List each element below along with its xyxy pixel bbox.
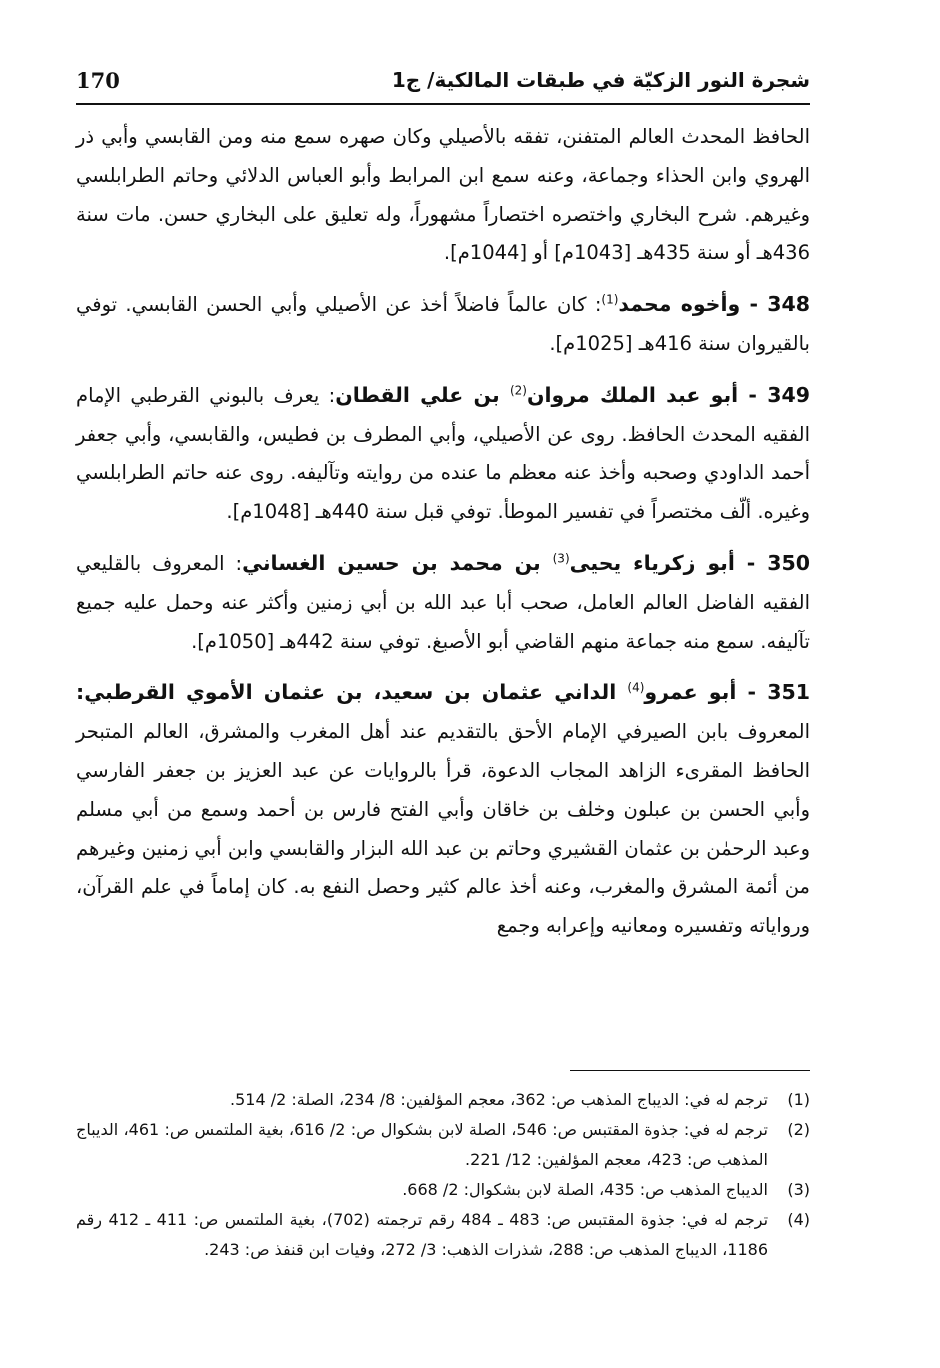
entry-351-heading: 351 - أبو عمرو	[644, 680, 810, 705]
footnote-rule	[570, 1070, 810, 1071]
footnote-ref-2: (2)	[509, 383, 527, 398]
footnote-text: ترجم له في: جذوة المقتبس ص: 546، الصلة لابن بشكوال ص: 2/ 616، بغية الملتمس ص: 461، الديباج المذهب ص: 423، معجم المؤلفين: 12/ 221.	[76, 1120, 769, 1169]
main-text	[76, 118, 810, 946]
footnote-text: ترجم له في: الديباج المذهب ص: 362، معجم المؤلفين: 8/ 234، الصلة: 2/ 514.	[230, 1090, 768, 1109]
footnote-ref-4: (4)	[627, 680, 645, 695]
footnote-number: (3)	[787, 1180, 810, 1199]
footnote-number: (2)	[787, 1120, 810, 1139]
entry-348-heading: 348 - وأخوه محمد	[618, 292, 810, 317]
entry-350-heading-cont: بن محمد بن حسين الغساني	[242, 550, 553, 575]
entry-350-heading: 350 - أبو زكرياء يحيى	[569, 550, 810, 575]
entry-348-text: : كان عالماً فاضلاً أخذ عن الأصيلي وأبي الحسن القابسي. توفي بالقيروان سنة 416هـ [1025م].	[76, 293, 810, 355]
page-number: 170	[76, 67, 120, 93]
entry-349	[76, 376, 810, 532]
footnote-1	[76, 1085, 810, 1115]
footnotes	[76, 1085, 810, 1265]
entry-349-heading: 349 - أبو عبد الملك مروان	[526, 382, 811, 407]
footnote-2	[76, 1115, 810, 1175]
entry-348	[76, 285, 810, 364]
entry-351-text: المعروف بابن الصيرفي الإمام الأحق بالتقديم عند أهل المغرب والمشرق، العالم المتبحر الحافظ المقرىء الزاهد المجاب الدعوة، قرأ بالروايات عن عبد العزيز بن جعفر الفارسي وأبي الحسن بن عبلون وخلف بن خاقان وأبي الفتح فارس بن أحمد وسمع من أبي مسلم وعبد الرحمٰن بن عثمان القشيري وحاتم بن عبد الله البزار والقابسي وابن أبي زمنين وغيرهم من أئمة المشرق والمغرب، وعنه أخذ عالم كثير وحصل النفع به. كان إماماً في علم القرآن، ورواياته وتفسيره ومعانيه وإعرابه وجمع	[76, 720, 810, 938]
footnote-number: (4)	[787, 1210, 810, 1229]
entry-350-text: : المعروف بالقليعي الفقيه الفاضل العالم العامل، صحب أبا عبد الله بن أبي زمنين وأكثر عنه وحمل عليه جميع تآليفه. سمع منه جماعة منهم القاضي أبو الأصبغ. توفي سنة 442هـ [1050م].	[76, 551, 810, 653]
footnote-number: (1)	[787, 1090, 810, 1109]
entry-350	[76, 544, 810, 661]
header-rule	[76, 103, 810, 105]
entry-351-heading-cont: الداني عثمان بن سعيد، بن عثمان الأموي القرطبي:	[76, 680, 628, 705]
footnote-4	[76, 1205, 810, 1265]
entry-351	[76, 673, 810, 946]
footnote-ref-3: (3)	[552, 551, 570, 566]
footnote-3	[76, 1175, 810, 1205]
page-header	[76, 62, 810, 98]
entry-349-text: : يعرف بالبوني القرطبي الإمام الفقيه المحدث الحافظ. روى عن الأصيلي، وأبي المطرف بن فطيس، والقابسي، وأبي جعفر أحمد الداودي وصحبه وأخذ عنه معظم ما عنده من روايته وتآليفه. روى عنه حاتم الطرابلسي وغيره. ألّف مختصراً في تفسير الموطأ. توفي قبل سنة 440هـ [1048م].	[76, 383, 810, 524]
footnote-text: ترجم له في: جذوة المقتبس ص: 483 ـ 484 رقم ترجمته (702)، بغية الملتمس ص: 411 ـ 412 رقم 1186، الديباج المذهب ص: 288، شذرات الذهب: 3/ 272، وفيات ابن قنفذ ص: 243.	[76, 1210, 769, 1259]
entry-349-heading-cont: بن علي القطان	[335, 382, 510, 407]
running-title: شجرة النور الزكيّة في طبقات المالكية/ ج1	[391, 68, 810, 92]
footnote-ref-1: (1)	[601, 292, 619, 307]
intro-paragraph: الحافظ المحدث العالم المتفنن، تفقه بالأصيلي وكان صهره سمع منه ومن القابسي وأبي ذر الهروي وابن الحذاء وجماعة، وعنه سمع ابن المرابط وأبو العباس الدلائي وحاتم الطرابلسي وغيرهم. شرح البخاري واختصره اختصاراً مشهوراً، وله تعليق على البخاري حسن. مات سنة 436هـ أو سنة 435هـ [1043م] أو [1044م].	[76, 125, 810, 265]
footnote-text: الديباج المذهب ص: 435، الصلة لابن بشكوال: 2/ 668.	[402, 1180, 768, 1199]
